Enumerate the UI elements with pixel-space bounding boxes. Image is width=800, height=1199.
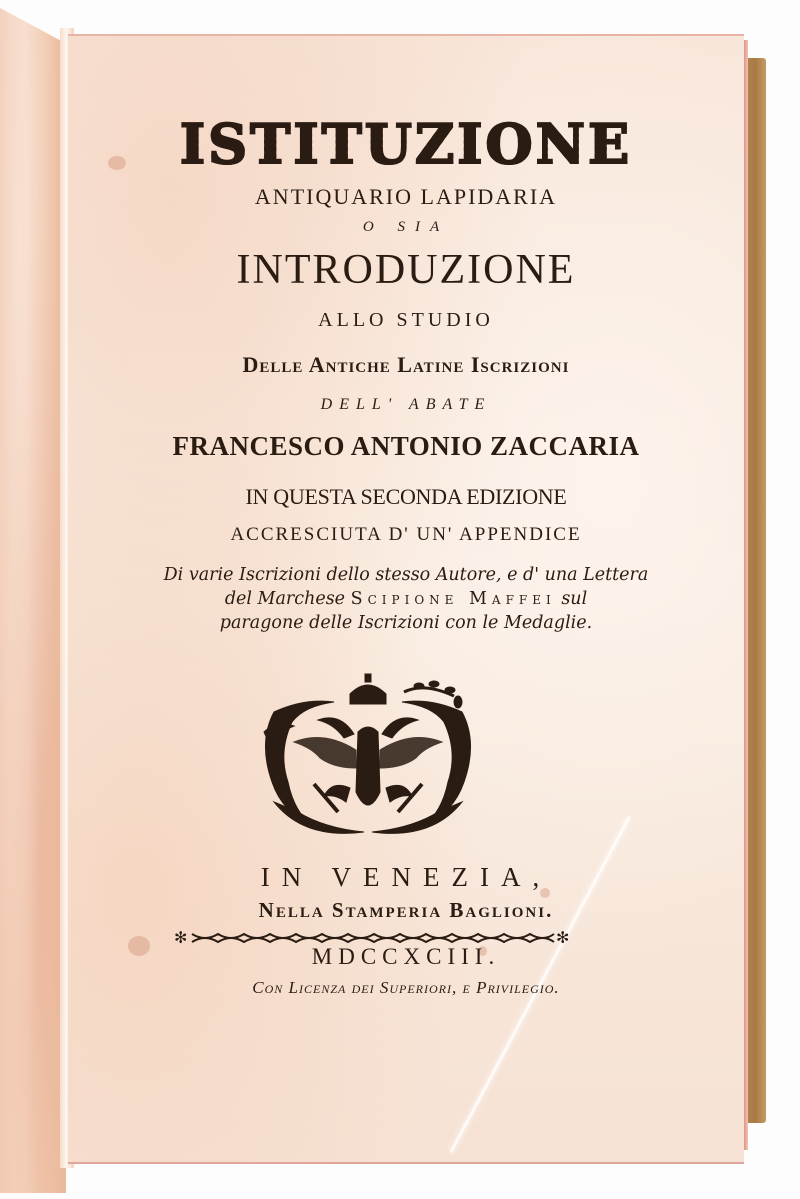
conjunction-osia: O SIA bbox=[362, 219, 450, 235]
description-line-2-suffix: sul bbox=[561, 589, 588, 609]
svg-text:✻: ✻ bbox=[174, 929, 188, 945]
vellum-cover-left bbox=[0, 8, 66, 1193]
edition-statement: IN QUESTA SECONDA EDIZIONE bbox=[245, 484, 567, 509]
imprint-printer: Nella Stamperia Baglioni. bbox=[258, 898, 554, 922]
alt-subtitle-iscrizioni: Delle Antiche Latine Iscrizioni bbox=[242, 352, 570, 377]
main-title: ISTITUZIONE bbox=[68, 112, 744, 176]
description-line-1: Di varie Iscrizioni dello stesso Autore, e d' una Lettera bbox=[163, 565, 649, 585]
description-line-2 bbox=[68, 587, 744, 611]
title-page bbox=[68, 34, 744, 1164]
imprint-city: IN VENEZIA, bbox=[260, 862, 552, 892]
description-line-2-prefix: del Marchese bbox=[224, 589, 346, 609]
imprint-year: MDCCXCIII. bbox=[311, 944, 501, 969]
author-name: FRANCESCO ANTONIO ZACCARIA bbox=[172, 431, 640, 461]
alt-subtitle-allo-studio: ALLO STUDIO bbox=[318, 309, 494, 331]
imprint-license: Con Licenza dei Superiori, e Privilegio. bbox=[252, 978, 560, 997]
maffei-name: Scipione Maffei bbox=[350, 589, 556, 609]
double-headed-eagle-icon bbox=[254, 672, 482, 840]
alt-title: INTRODUZIONE bbox=[236, 247, 576, 293]
by-line: DELL' ABATE bbox=[320, 396, 492, 413]
subtitle-antiquario: ANTIQUARIO LAPIDARIA bbox=[254, 184, 558, 209]
svg-text:✻: ✻ bbox=[556, 929, 570, 945]
ornamental-rule-icon bbox=[172, 929, 572, 945]
description-block bbox=[68, 563, 744, 635]
description-line-3: paragone delle Iscrizioni con le Medaglie. bbox=[219, 613, 593, 633]
appendix-statement: ACCRESCIUTA D' UN' APPENDICE bbox=[230, 524, 582, 545]
